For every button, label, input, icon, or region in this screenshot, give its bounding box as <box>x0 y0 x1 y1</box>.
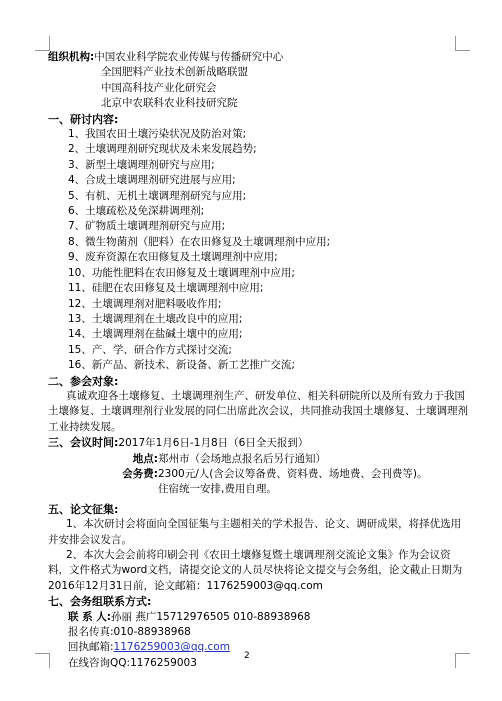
topic-item: 13、土壤调理剂在土壤改良中的应用; <box>68 312 243 325</box>
topic-item: 10、功能性肥料在农田修复及土壤调理剂中应用; <box>68 266 295 279</box>
contact-label: 联 系 人: <box>68 610 112 623</box>
crop-mark-top-left <box>35 36 50 51</box>
crop-mark-top-right <box>455 36 470 51</box>
attendee-paragraph: 真诚欢迎各土壤修复、土壤调理剂生产、研发单位、相关科研院所以及所有致力于我国土壤修复、土壤调理剂行业发展的同仁出席此次会议，共同推动我国土壤修复、土壤调理剂工业持续发展。 <box>48 389 468 433</box>
topic-item: 4、合成土壤调理剂研究进展与应用; <box>68 174 236 187</box>
topic-item: 9、废弃资源在农田修复及土壤调理剂中应用; <box>68 251 278 264</box>
topic-item: 8、微生物菌剂（肥料）在农田修复及土壤调理剂中应用; <box>68 235 331 248</box>
org-name-4: 北京中农联科农业科技研究院 <box>101 97 238 110</box>
fax-label: 报名传真: <box>68 626 114 639</box>
section-7-heading: 七、会务组联系方式: <box>48 595 152 609</box>
topic-item: 12、土壤调理剂对肥料吸收作用; <box>68 297 222 310</box>
topic-item: 14、土壤调理剂在盐碱土壤中的应用; <box>68 328 243 341</box>
topic-item: 2、土壤调理剂研究现状及未来发展趋势; <box>68 143 257 156</box>
contact-value: 孙丽 燕广15712976505 010-88938968 <box>111 610 311 623</box>
section-2-heading: 二、参会对象: <box>48 374 119 388</box>
org-label: 组织机构: <box>48 51 95 63</box>
section-3-heading: 三、会议时间: <box>48 436 119 450</box>
document-body <box>48 50 468 671</box>
org-name-2: 全国肥料产业技术创新战略联盟 <box>101 66 248 79</box>
qq-value: 1176259003 <box>130 656 197 669</box>
fax-value: 010-88938968 <box>113 626 191 639</box>
meeting-time: 2017年1月6日-1月8日（6日全天报到） <box>118 437 309 450</box>
page-number: 2 <box>244 651 250 661</box>
paper-paragraph-2: 2、本次大会会前将印刷会刊《农田土壤修复暨土壤调理剂交流论文集》作为会议资料，文件格式为word文档，请提交论文的人员尽快将论文提交与会务组，论文截止日期为2016年12月31日前，论文邮箱：1176259003@qq.com <box>48 549 463 592</box>
org-line-1 <box>48 50 468 65</box>
meeting-place: 郑州市（会场地点报名后另行通知） <box>158 452 326 465</box>
topic-item: 15、产、学、研合作方式探讨交流; <box>68 343 232 356</box>
topic-list <box>48 127 468 374</box>
qq-label: 在线咨询QQ: <box>68 656 131 669</box>
org-name-1: 中国农业科学院农业传媒与传播研究中心 <box>94 51 284 63</box>
email-label: 回执邮箱: <box>68 641 114 654</box>
topic-item: 1、我国农田土壤污染状况及防治对策; <box>68 128 247 141</box>
org-name-3: 中国高科技产业化研究会 <box>101 81 217 94</box>
fee-label: 会务费: <box>122 467 158 480</box>
lodging-note: 住宿统一安排,费用自理。 <box>158 483 277 496</box>
topic-item: 6、土壤疏松及免深耕调理剂; <box>68 205 205 218</box>
topic-item: 3、新型土壤调理剂研究与应用; <box>68 158 215 171</box>
topic-item: 16、新产品、新技术、新设备、新工艺推广交流; <box>68 359 295 372</box>
paper-paragraph-1: 1、本次研讨会将面向全国征集与主题相关的学术报告、论文、调研成果，将择优选用并安排会议发言。 <box>48 518 462 546</box>
meeting-fee: 2300元/人(含会议筹备费、资料费、场地费、会刊费等)。 <box>158 467 428 480</box>
place-label: 地点: <box>132 452 158 465</box>
topic-item: 5、有机、无机土壤调理剂研究与应用; <box>68 189 247 202</box>
email-link[interactable]: 1176259003@qq.com <box>113 641 230 654</box>
topic-item: 7、矿物质土壤调理剂研究与应用; <box>68 220 226 233</box>
section-1-heading: 一、研讨内容: <box>48 112 119 126</box>
section-5-heading: 五、论文征集: <box>48 502 119 516</box>
topic-item: 11、硅肥在农田修复及土壤调理剂中应用; <box>68 282 264 295</box>
